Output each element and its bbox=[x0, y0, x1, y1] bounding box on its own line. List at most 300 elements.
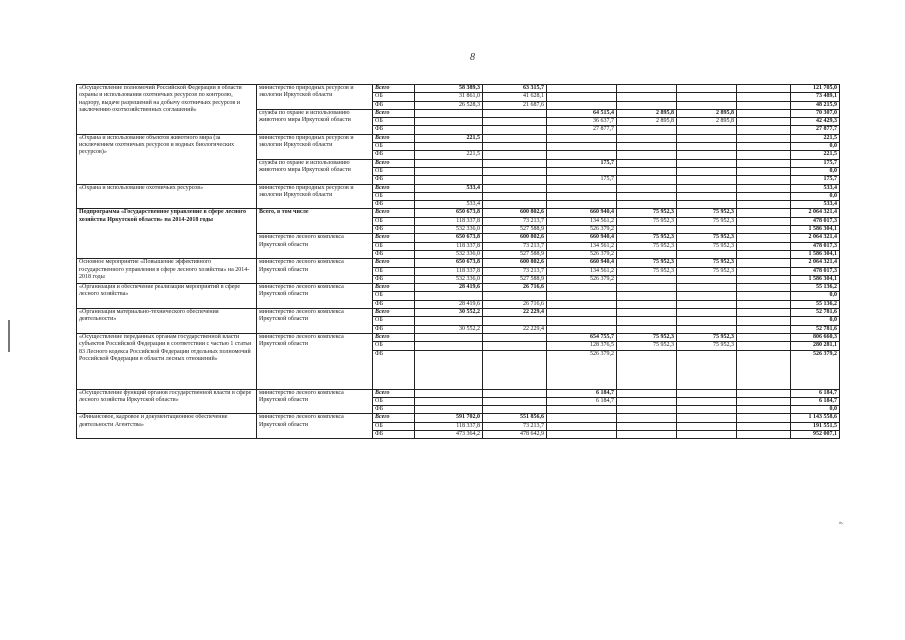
year-value-cell bbox=[547, 167, 617, 175]
year-value-cell bbox=[483, 397, 547, 405]
year-value-cell bbox=[677, 167, 737, 175]
year-value-cell bbox=[415, 192, 483, 200]
funding-source-cell: ОБ bbox=[373, 118, 415, 126]
executor-cell: министерство лесного комплекса Иркутской области bbox=[257, 333, 373, 389]
total-cell: 526 379,2 bbox=[791, 350, 840, 389]
funding-source-cell: ОБ bbox=[373, 342, 415, 350]
total-cell: 121 705,0 bbox=[791, 85, 840, 93]
total-cell: 0,0 bbox=[791, 317, 840, 325]
year-value-cell: 527 588,9 bbox=[483, 275, 547, 283]
executor-cell: служба по охране и использованию животного мира Иркутской области bbox=[257, 159, 373, 184]
closing-quote: ». bbox=[839, 520, 844, 526]
year-value-cell bbox=[483, 201, 547, 209]
year-value-cell bbox=[737, 217, 791, 225]
year-value-cell bbox=[483, 292, 547, 300]
year-value-cell bbox=[737, 342, 791, 350]
year-value-cell bbox=[547, 325, 617, 333]
year-value-cell: 75 952,3 bbox=[617, 242, 677, 250]
funding-source-cell: ФБ bbox=[373, 406, 415, 414]
year-value-cell: 660 940,4 bbox=[547, 234, 617, 242]
year-value-cell bbox=[483, 342, 547, 350]
year-value-cell: 591 702,0 bbox=[415, 414, 483, 422]
year-value-cell bbox=[547, 300, 617, 308]
year-value-cell bbox=[617, 325, 677, 333]
year-value-cell bbox=[617, 134, 677, 142]
year-value-cell bbox=[547, 134, 617, 142]
year-value-cell: 75 952,3 bbox=[677, 333, 737, 341]
year-value-cell bbox=[415, 159, 483, 167]
year-value-cell: 75 952,3 bbox=[677, 209, 737, 217]
funding-source-cell: ОБ bbox=[373, 217, 415, 225]
total-cell: 478 017,3 bbox=[791, 217, 840, 225]
year-value-cell bbox=[737, 250, 791, 258]
activity-cell: «Финансовое, кадровое и документационное обеспечение деятельности Агентства» bbox=[77, 414, 257, 439]
year-value-cell bbox=[737, 406, 791, 414]
year-value-cell bbox=[547, 151, 617, 159]
year-value-cell bbox=[547, 192, 617, 200]
year-value-cell bbox=[737, 275, 791, 283]
year-value-cell: 75 952,3 bbox=[617, 342, 677, 350]
funding-source-cell: ОБ bbox=[373, 317, 415, 325]
year-value-cell: 600 802,6 bbox=[483, 209, 547, 217]
year-value-cell bbox=[617, 317, 677, 325]
executor-cell: министерство лесного комплекса Иркутской области bbox=[257, 284, 373, 309]
year-value-cell: 73 213,7 bbox=[483, 217, 547, 225]
year-value-cell bbox=[737, 118, 791, 126]
year-value-cell: 650 673,8 bbox=[415, 259, 483, 267]
activity-cell: Основное мероприятие «Повышение эффективного государственного управления в сфере лесного хозяйства» на 2014-2018 годы bbox=[77, 259, 257, 284]
year-value-cell bbox=[677, 201, 737, 209]
year-value-cell bbox=[547, 201, 617, 209]
year-value-cell bbox=[737, 259, 791, 267]
year-value-cell bbox=[677, 397, 737, 405]
year-value-cell bbox=[483, 317, 547, 325]
year-value-cell bbox=[617, 350, 677, 389]
funding-source-cell: Всего bbox=[373, 333, 415, 341]
year-value-cell bbox=[677, 250, 737, 258]
funding-source-cell: Всего bbox=[373, 414, 415, 422]
total-cell: 952 007,1 bbox=[791, 430, 840, 438]
year-value-cell bbox=[617, 414, 677, 422]
total-cell: 55 136,2 bbox=[791, 284, 840, 292]
year-value-cell bbox=[677, 126, 737, 134]
year-value-cell bbox=[737, 284, 791, 292]
year-value-cell bbox=[483, 333, 547, 341]
year-value-cell: 2 895,8 bbox=[617, 109, 677, 117]
year-value-cell bbox=[737, 184, 791, 192]
activity-cell: «Осуществление функций органов государственной власти в сфере лесного хозяйства Иркутской области» bbox=[77, 389, 257, 414]
year-value-cell: 2 895,8 bbox=[617, 118, 677, 126]
year-value-cell: 533,4 bbox=[415, 201, 483, 209]
year-value-cell bbox=[415, 292, 483, 300]
year-value-cell bbox=[617, 159, 677, 167]
year-value-cell: 75 952,3 bbox=[617, 259, 677, 267]
year-value-cell: 31 861,0 bbox=[415, 93, 483, 101]
year-value-cell bbox=[617, 422, 677, 430]
year-value-cell bbox=[737, 201, 791, 209]
year-value-cell: 64 515,4 bbox=[547, 109, 617, 117]
total-cell: 27 877,7 bbox=[791, 126, 840, 134]
funding-source-cell: ФБ bbox=[373, 176, 415, 184]
funding-source-cell: ОБ bbox=[373, 267, 415, 275]
year-value-cell bbox=[483, 350, 547, 389]
year-value-cell bbox=[617, 176, 677, 184]
year-value-cell bbox=[617, 250, 677, 258]
year-value-cell: 118 337,8 bbox=[415, 422, 483, 430]
year-value-cell bbox=[677, 292, 737, 300]
funding-source-cell: Всего bbox=[373, 109, 415, 117]
total-cell: 6 184,7 bbox=[791, 389, 840, 397]
year-value-cell bbox=[677, 422, 737, 430]
year-value-cell bbox=[617, 275, 677, 283]
activity-cell: «Охрана и использование объектов животного мира (за исключением охотничьих ресурсов и водных биологических ресурсов)» bbox=[77, 134, 257, 184]
year-value-cell bbox=[617, 126, 677, 134]
year-value-cell: 532 336,0 bbox=[415, 275, 483, 283]
total-cell: 2 064 321,4 bbox=[791, 209, 840, 217]
year-value-cell bbox=[547, 309, 617, 317]
year-value-cell bbox=[617, 406, 677, 414]
year-value-cell bbox=[677, 406, 737, 414]
funding-source-cell: ОБ bbox=[373, 143, 415, 151]
year-value-cell bbox=[483, 109, 547, 117]
year-value-cell: 75 952,3 bbox=[617, 217, 677, 225]
funding-source-cell: ФБ bbox=[373, 126, 415, 134]
total-cell: 221,5 bbox=[791, 134, 840, 142]
year-value-cell bbox=[547, 284, 617, 292]
funding-source-cell: Всего bbox=[373, 234, 415, 242]
year-value-cell bbox=[415, 109, 483, 117]
total-cell: 55 136,2 bbox=[791, 300, 840, 308]
year-value-cell: 75 952,3 bbox=[677, 267, 737, 275]
year-value-cell: 41 628,1 bbox=[483, 93, 547, 101]
funding-source-cell: Всего bbox=[373, 284, 415, 292]
year-value-cell: 118 337,8 bbox=[415, 242, 483, 250]
year-value-cell bbox=[547, 292, 617, 300]
year-value-cell: 63 315,7 bbox=[483, 85, 547, 93]
year-value-cell: 527 588,9 bbox=[483, 250, 547, 258]
year-value-cell bbox=[415, 342, 483, 350]
year-value-cell bbox=[547, 85, 617, 93]
year-value-cell bbox=[737, 317, 791, 325]
year-value-cell: 526 379,2 bbox=[547, 226, 617, 234]
year-value-cell: 6 184,7 bbox=[547, 389, 617, 397]
total-cell: 1 143 558,6 bbox=[791, 414, 840, 422]
year-value-cell bbox=[483, 192, 547, 200]
year-value-cell bbox=[415, 167, 483, 175]
year-value-cell bbox=[677, 389, 737, 397]
total-cell: 2 064 321,4 bbox=[791, 234, 840, 242]
year-value-cell bbox=[483, 118, 547, 126]
total-cell: 1 586 304,1 bbox=[791, 250, 840, 258]
year-value-cell: 532 336,0 bbox=[415, 250, 483, 258]
year-value-cell bbox=[415, 118, 483, 126]
year-value-cell bbox=[547, 93, 617, 101]
year-value-cell: 6 184,7 bbox=[547, 397, 617, 405]
year-value-cell: 532 336,0 bbox=[415, 226, 483, 234]
year-value-cell bbox=[737, 397, 791, 405]
total-cell: 533,4 bbox=[791, 201, 840, 209]
year-value-cell: 75 952,3 bbox=[617, 267, 677, 275]
year-value-cell: 118 337,8 bbox=[415, 217, 483, 225]
year-value-cell: 75 952,3 bbox=[677, 234, 737, 242]
year-value-cell bbox=[617, 192, 677, 200]
total-cell: 0,0 bbox=[791, 292, 840, 300]
year-value-cell bbox=[617, 101, 677, 109]
year-value-cell: 526 379,2 bbox=[547, 350, 617, 389]
funding-source-cell: ФБ bbox=[373, 430, 415, 438]
year-value-cell bbox=[677, 176, 737, 184]
year-value-cell bbox=[415, 389, 483, 397]
year-value-cell bbox=[737, 151, 791, 159]
year-value-cell bbox=[737, 93, 791, 101]
year-value-cell bbox=[415, 126, 483, 134]
total-cell: 2 064 321,4 bbox=[791, 259, 840, 267]
year-value-cell: 22 229,4 bbox=[483, 325, 547, 333]
margin-mark bbox=[8, 320, 10, 352]
year-value-cell bbox=[617, 430, 677, 438]
year-value-cell: 27 877,7 bbox=[547, 126, 617, 134]
executor-cell: министерство лесного комплекса Иркутской области bbox=[257, 309, 373, 334]
year-value-cell: 75 952,3 bbox=[617, 333, 677, 341]
funding-source-cell: ФБ bbox=[373, 101, 415, 109]
table-row bbox=[77, 284, 840, 292]
year-value-cell bbox=[677, 350, 737, 389]
year-value-cell bbox=[677, 93, 737, 101]
year-value-cell: 221,5 bbox=[415, 151, 483, 159]
year-value-cell bbox=[547, 430, 617, 438]
total-cell: 280 281,1 bbox=[791, 342, 840, 350]
table-row bbox=[77, 414, 840, 422]
year-value-cell bbox=[677, 134, 737, 142]
year-value-cell: 533,4 bbox=[415, 184, 483, 192]
year-value-cell: 118 337,8 bbox=[415, 267, 483, 275]
funding-source-cell: ОБ bbox=[373, 422, 415, 430]
total-cell: 42 429,3 bbox=[791, 118, 840, 126]
funding-source-cell: Всего bbox=[373, 85, 415, 93]
year-value-cell bbox=[677, 184, 737, 192]
year-value-cell bbox=[677, 275, 737, 283]
year-value-cell: 134 561,2 bbox=[547, 267, 617, 275]
year-value-cell bbox=[737, 234, 791, 242]
activity-cell: Подпрограмма «Государственное управление в сфере лесного хозяйства Иркутской области» на 2014-2018 годы bbox=[77, 209, 257, 259]
funding-source-cell: ФБ bbox=[373, 226, 415, 234]
year-value-cell bbox=[737, 209, 791, 217]
year-value-cell bbox=[737, 267, 791, 275]
year-value-cell: 2 895,8 bbox=[677, 118, 737, 126]
year-value-cell bbox=[737, 134, 791, 142]
year-value-cell: 650 673,8 bbox=[415, 234, 483, 242]
year-value-cell bbox=[617, 184, 677, 192]
funding-source-cell: ФБ bbox=[373, 325, 415, 333]
year-value-cell bbox=[617, 309, 677, 317]
year-value-cell: 134 561,2 bbox=[547, 242, 617, 250]
year-value-cell: 75 952,3 bbox=[677, 342, 737, 350]
total-cell: 175,7 bbox=[791, 176, 840, 184]
year-value-cell bbox=[483, 176, 547, 184]
year-value-cell bbox=[415, 350, 483, 389]
year-value-cell bbox=[737, 101, 791, 109]
year-value-cell bbox=[737, 350, 791, 389]
funding-source-cell: ОБ bbox=[373, 292, 415, 300]
total-cell: 70 307,0 bbox=[791, 109, 840, 117]
year-value-cell bbox=[547, 184, 617, 192]
page-number: 8 bbox=[470, 52, 475, 63]
year-value-cell: 551 856,6 bbox=[483, 414, 547, 422]
executor-cell: министерство природных ресурсов и экологии Иркутской области bbox=[257, 85, 373, 110]
year-value-cell: 73 213,7 bbox=[483, 422, 547, 430]
activity-cell: «Осуществление полномочий Российской Федерации в области охраны и использования охотничьих ресурсов по контролю, надзору, выдаче разрешений на добычу охотничьих ресурсов и заключению охотхозяйственных соглашений» bbox=[77, 85, 257, 135]
year-value-cell bbox=[415, 406, 483, 414]
year-value-cell: 527 588,9 bbox=[483, 226, 547, 234]
year-value-cell bbox=[737, 430, 791, 438]
year-value-cell: 526 379,2 bbox=[547, 250, 617, 258]
year-value-cell: 75 952,3 bbox=[677, 217, 737, 225]
funding-source-cell: ОБ bbox=[373, 192, 415, 200]
year-value-cell: 28 419,6 bbox=[415, 300, 483, 308]
executor-cell: министерство лесного комплекса Иркутской области bbox=[257, 389, 373, 414]
year-value-cell bbox=[737, 109, 791, 117]
funding-source-cell: Всего bbox=[373, 184, 415, 192]
year-value-cell bbox=[415, 397, 483, 405]
year-value-cell bbox=[737, 176, 791, 184]
table-row bbox=[77, 134, 840, 142]
year-value-cell bbox=[617, 397, 677, 405]
year-value-cell bbox=[737, 226, 791, 234]
year-value-cell: 660 940,4 bbox=[547, 259, 617, 267]
year-value-cell bbox=[483, 159, 547, 167]
year-value-cell bbox=[617, 143, 677, 151]
year-value-cell bbox=[617, 151, 677, 159]
year-value-cell: 660 940,4 bbox=[547, 209, 617, 217]
year-value-cell bbox=[547, 414, 617, 422]
year-value-cell bbox=[617, 389, 677, 397]
executor-cell: министерство лесного комплекса Иркутской области bbox=[257, 414, 373, 439]
total-cell: 48 215,9 bbox=[791, 101, 840, 109]
funding-source-cell: ФБ bbox=[373, 250, 415, 258]
year-value-cell: 26 528,3 bbox=[415, 101, 483, 109]
year-value-cell bbox=[737, 414, 791, 422]
year-value-cell: 75 952,3 bbox=[677, 242, 737, 250]
total-cell: 52 781,6 bbox=[791, 325, 840, 333]
year-value-cell bbox=[677, 300, 737, 308]
year-value-cell: 2 895,8 bbox=[677, 109, 737, 117]
year-value-cell bbox=[415, 317, 483, 325]
year-value-cell bbox=[483, 126, 547, 134]
table-row bbox=[77, 389, 840, 397]
year-value-cell: 478 642,9 bbox=[483, 430, 547, 438]
year-value-cell: 22 229,4 bbox=[483, 309, 547, 317]
year-value-cell bbox=[737, 167, 791, 175]
total-cell: 175,7 bbox=[791, 159, 840, 167]
year-value-cell bbox=[737, 143, 791, 151]
year-value-cell bbox=[677, 325, 737, 333]
funding-source-cell: Всего bbox=[373, 159, 415, 167]
year-value-cell bbox=[483, 151, 547, 159]
year-value-cell bbox=[483, 134, 547, 142]
year-value-cell: 221,5 bbox=[415, 134, 483, 142]
year-value-cell bbox=[677, 226, 737, 234]
executor-cell: министерство природных ресурсов и экологии Иркутской области bbox=[257, 184, 373, 209]
year-value-cell bbox=[617, 167, 677, 175]
year-value-cell bbox=[547, 406, 617, 414]
funding-source-cell: ФБ bbox=[373, 350, 415, 389]
year-value-cell bbox=[737, 192, 791, 200]
year-value-cell: 75 952,3 bbox=[617, 209, 677, 217]
year-value-cell bbox=[737, 309, 791, 317]
year-value-cell bbox=[677, 143, 737, 151]
year-value-cell: 26 716,6 bbox=[483, 300, 547, 308]
year-value-cell bbox=[547, 143, 617, 151]
total-cell: 1 586 304,1 bbox=[791, 226, 840, 234]
year-value-cell bbox=[617, 226, 677, 234]
funding-source-cell: Всего bbox=[373, 389, 415, 397]
year-value-cell: 650 673,8 bbox=[415, 209, 483, 217]
total-cell: 1 586 304,1 bbox=[791, 275, 840, 283]
year-value-cell bbox=[737, 325, 791, 333]
total-cell: 6 184,7 bbox=[791, 397, 840, 405]
year-value-cell bbox=[617, 284, 677, 292]
total-cell: 73 489,1 bbox=[791, 93, 840, 101]
year-value-cell bbox=[415, 333, 483, 341]
year-value-cell bbox=[483, 406, 547, 414]
total-cell: 478 017,3 bbox=[791, 267, 840, 275]
year-value-cell: 600 802,6 bbox=[483, 234, 547, 242]
year-value-cell: 73 213,7 bbox=[483, 267, 547, 275]
year-value-cell bbox=[677, 159, 737, 167]
year-value-cell: 30 552,2 bbox=[415, 309, 483, 317]
executor-cell: Всего, в том числе bbox=[257, 209, 373, 234]
total-cell: 52 781,6 bbox=[791, 309, 840, 317]
year-value-cell bbox=[677, 414, 737, 422]
total-cell: 0,0 bbox=[791, 167, 840, 175]
year-value-cell: 26 716,6 bbox=[483, 284, 547, 292]
year-value-cell: 21 687,6 bbox=[483, 101, 547, 109]
executor-cell: министерство природных ресурсов и экологии Иркутской области bbox=[257, 134, 373, 159]
total-cell: 191 551,5 bbox=[791, 422, 840, 430]
year-value-cell bbox=[677, 284, 737, 292]
year-value-cell bbox=[737, 422, 791, 430]
year-value-cell: 175,7 bbox=[547, 159, 617, 167]
year-value-cell bbox=[483, 389, 547, 397]
year-value-cell: 75 952,3 bbox=[677, 259, 737, 267]
year-value-cell bbox=[415, 143, 483, 151]
year-value-cell bbox=[677, 309, 737, 317]
total-cell: 806 660,3 bbox=[791, 333, 840, 341]
year-value-cell bbox=[483, 143, 547, 151]
total-cell: 0,0 bbox=[791, 406, 840, 414]
total-cell: 221,5 bbox=[791, 151, 840, 159]
year-value-cell: 30 552,2 bbox=[415, 325, 483, 333]
year-value-cell bbox=[617, 85, 677, 93]
year-value-cell: 73 213,7 bbox=[483, 242, 547, 250]
year-value-cell bbox=[677, 317, 737, 325]
executor-cell: министерство лесного комплекса Иркутской области bbox=[257, 234, 373, 259]
total-cell: 533,4 bbox=[791, 184, 840, 192]
year-value-cell: 175,7 bbox=[547, 176, 617, 184]
funding-source-cell: Всего bbox=[373, 134, 415, 142]
year-value-cell: 36 637,7 bbox=[547, 118, 617, 126]
year-value-cell bbox=[483, 184, 547, 192]
year-value-cell bbox=[677, 151, 737, 159]
funding-source-cell: ФБ bbox=[373, 275, 415, 283]
year-value-cell bbox=[547, 422, 617, 430]
table-row bbox=[77, 309, 840, 317]
funding-source-cell: ОБ bbox=[373, 167, 415, 175]
year-value-cell bbox=[677, 101, 737, 109]
table-row bbox=[77, 85, 840, 93]
year-value-cell: 75 952,3 bbox=[617, 234, 677, 242]
year-value-cell bbox=[737, 85, 791, 93]
